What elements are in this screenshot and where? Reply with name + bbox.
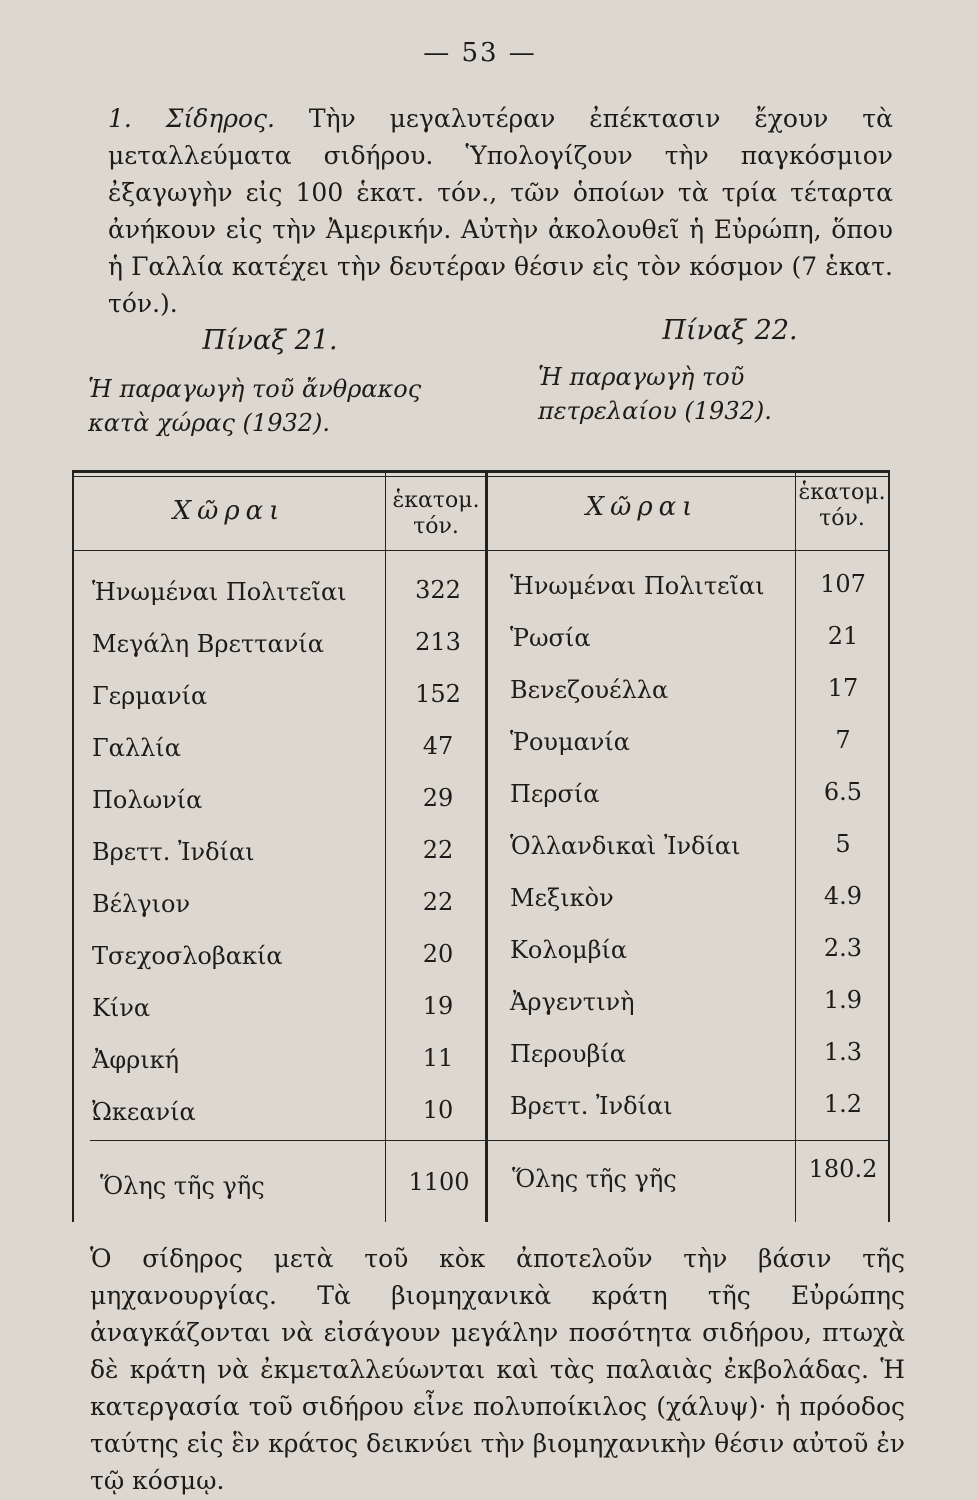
table-left-rule	[72, 470, 74, 1222]
table-21-country-5: Πολωνία	[92, 786, 203, 814]
table-22-value-8: 2.3	[823, 934, 863, 962]
table-22-value-9: 1.9	[823, 986, 863, 1014]
table-right-rule	[888, 470, 890, 1222]
table-21-title: Πίναξ 21.	[202, 325, 338, 356]
closing-paragraph: Ὁ σίδηρος μετὰ τοῦ κὸκ ἀποτελοῦν τὴν βάσιν τῆς μηχανουργίας. Τὰ βιομηχανικὰ κράτη τῆς Εὐρώπης ἀναγκάζονται νὰ εἰσάγουν μεγάλην ποσότητα σιδήρου, πτωχὰ δὲ κράτη νὰ ἐκμεταλλεύωνται καὶ τὰς παλαιὰς ἐκβολάδας. Ἡ κατεργασία τοῦ σιδήρου εἶνε πολυποίκιλος (χάλυψ)· ἡ πρόοδος ταύτης εἰς ἓν κράτος δεικνύει τὴν βιομηχανικὴν θέσιν αὐτοῦ ἐν τῷ κόσμῳ.	[90, 1244, 905, 1495]
table-total-rule	[90, 1140, 890, 1141]
table-21-value-5: 29	[422, 784, 454, 812]
table-22-value-6: 5	[835, 830, 851, 858]
table-21-value-4: 47	[422, 732, 454, 760]
table-22-country-9: Ἀργεντινὴ	[510, 988, 635, 1016]
table-21-value-7: 22	[422, 888, 454, 916]
table-21-value-8: 20	[422, 940, 454, 968]
table-22-country-5: Περσία	[510, 780, 600, 808]
table-22-country-header: Χῶραι	[585, 492, 699, 522]
table-21-value-rule	[385, 470, 386, 1222]
table-21-country-2: Μεγάλη Βρεττανία	[92, 630, 324, 658]
table-21-country-4: Γαλλία	[92, 734, 181, 762]
table-divider	[485, 470, 488, 1222]
table-22-country-6: Ὁλλανδικαὶ Ἰνδίαι	[510, 832, 741, 860]
table-21-value-11: 10	[422, 1096, 454, 1124]
table-22-country-10: Περουβία	[510, 1040, 627, 1068]
table-22-total-value: 180.2	[808, 1155, 878, 1183]
table-22-country-4: Ῥουμανία	[510, 728, 631, 756]
table-21-country-1: Ἡνωμέναι Πολιτεῖαι	[92, 578, 347, 606]
table-header-rule	[72, 550, 890, 551]
section-heading: 1. Σίδηρος.	[108, 104, 275, 133]
table-22-value-1: 107	[820, 570, 866, 598]
table-22-value-5: 6.5	[823, 778, 863, 806]
page-number: — 53 —	[423, 38, 537, 68]
table-22-caption: Ἡ παραγωγὴ τοῦ πετρελαίου (1932).	[538, 363, 772, 425]
table-22-value-10: 1.3	[823, 1038, 863, 1066]
table-21-value-10: 11	[422, 1044, 454, 1072]
table-top-rule	[72, 470, 890, 473]
table-21-country-6: Βρεττ. Ἰνδίαι	[92, 838, 255, 866]
table-21-unit-header: ἑκατομ. τόν.	[392, 488, 480, 539]
table-21-country-8: Τσεχοσλοβακία	[92, 942, 283, 970]
table-21-value-2: 213	[415, 628, 461, 656]
table-22-country-11: Βρεττ. Ἰνδίαι	[510, 1092, 673, 1120]
table-22-country-1: Ἡνωμέναι Πολιτεῖαι	[510, 572, 765, 600]
table-22-unit-header: ἑκατομ. τόν.	[798, 480, 886, 531]
table-22-country-3: Βενεζουέλλα	[510, 676, 669, 704]
intro-text: Τὴν μεγαλυτέραν ἐπέκτασιν ἔχουν τὰ μεταλλεύματα σιδήρου. Ὑπολογίζουν τὴν παγκόσμιον ἐξαγωγὴν εἰς 100 ἑκατ. τόν., τῶν ὁποίων τὰ τρία τέταρτα ἀνήκουν εἰς τὴν Ἀμερικήν. Αὐτὴν ἀκολουθεῖ ἡ Εὐρώπη, ὅπου ἡ Γαλλία κατέχει τὴν δευτέραν θέσιν εἰς τὸν κόσμον (7 ἑκατ. τόν.).	[108, 104, 893, 318]
table-21-value-9: 19	[422, 992, 454, 1020]
table-21-total-label: Ὅλης τῆς γῆς	[100, 1172, 265, 1200]
table-22-country-7: Μεξικὸν	[510, 884, 614, 912]
table-21-caption: Ἡ παραγωγὴ τοῦ ἄνθρακος κατὰ χώρας (1932).	[88, 375, 422, 437]
table-21-value-3: 152	[415, 680, 461, 708]
table-22-value-3: 17	[827, 674, 859, 702]
table-22-country-8: Κολομβία	[510, 936, 628, 964]
table-21-value-6: 22	[422, 836, 454, 864]
table-21-country-header: Χῶραι	[172, 496, 286, 526]
table-21-country-9: Κίνα	[92, 994, 151, 1022]
table-22-country-2: Ῥωσία	[510, 624, 591, 652]
table-22-total-label: Ὅλης τῆς γῆς	[512, 1165, 677, 1193]
table-21-value-1: 322	[415, 576, 461, 604]
table-22-value-7: 4.9	[823, 882, 863, 910]
table-21-country-7: Βέλγιον	[92, 890, 191, 918]
table-22-value-4: 7	[835, 726, 851, 754]
table-22-value-rule	[795, 470, 796, 1222]
table-21-country-10: Ἀφρική	[92, 1046, 180, 1074]
table-22-title: Πίναξ 22.	[662, 315, 798, 346]
table-22-value-11: 1.2	[823, 1090, 863, 1118]
table-21-country-11: Ὠκεανία	[92, 1098, 196, 1126]
table-21-country-3: Γερμανία	[92, 682, 208, 710]
intro-paragraph	[108, 100, 893, 322]
table-22-value-2: 21	[827, 622, 859, 650]
table-21-total-value: 1100	[408, 1168, 470, 1196]
table-top-rule-2	[72, 476, 890, 477]
